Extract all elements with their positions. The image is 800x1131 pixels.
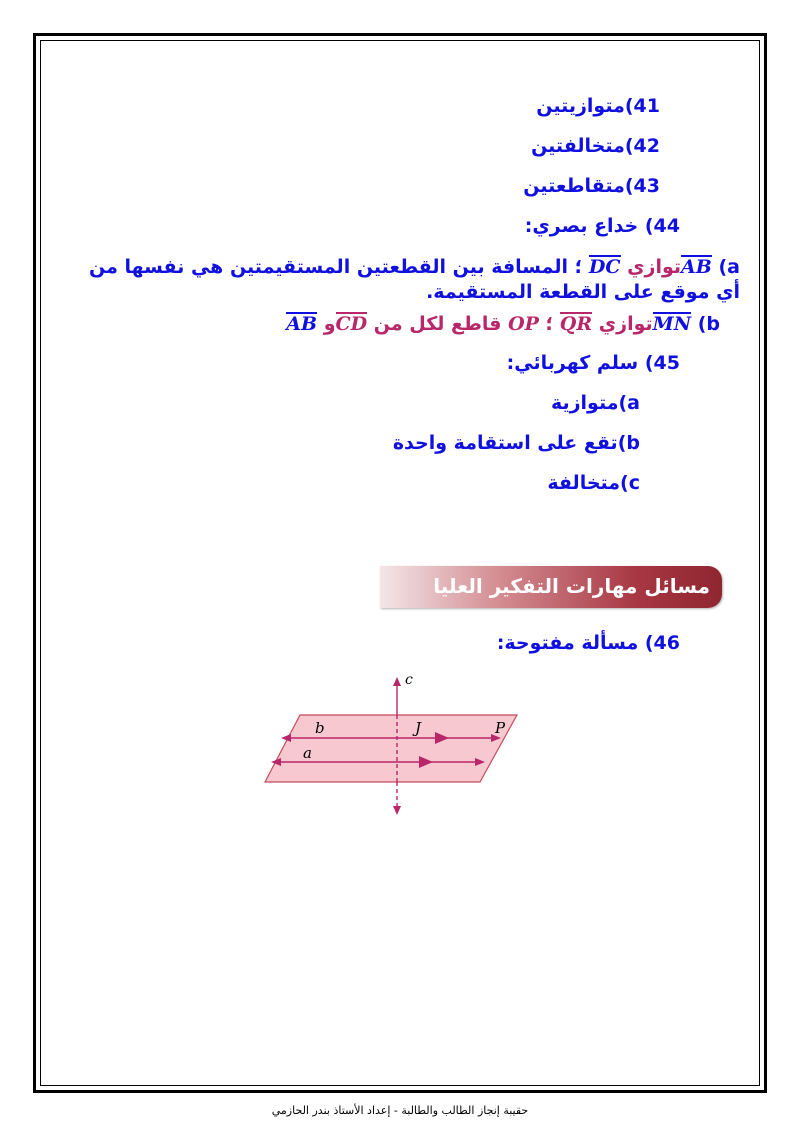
answer-45b: b)تقع على استقامة واحدة [392, 432, 640, 455]
label-p: P [495, 719, 506, 737]
answer-44b: b) MNتوازي QR ؛ OP قاطع لكل من CDو AB [286, 313, 720, 336]
segment-qr: QR [559, 313, 593, 336]
answer-41-number: 41 [633, 95, 660, 117]
label-j: J [415, 719, 422, 737]
line-op: OP [508, 313, 539, 336]
answer-45b-text: تقع على استقامة واحدة [392, 432, 618, 455]
label-b: b [315, 719, 325, 737]
answer-44a: a) ABتوازي DC ؛ المسافة بين القطعتين المستقيمتين هي نفسها من أي موقع على القطعة المستقيمة. [89, 256, 740, 303]
question-46-block [60, 632, 740, 672]
answer-43-text: متقاطعتين [523, 175, 625, 197]
answer-41: 41)متوازيتين [536, 95, 660, 117]
answer-45a-text: متوازية [550, 392, 619, 415]
word-parallel: توازي [627, 256, 682, 278]
answer-45a: a)متوازية [550, 392, 640, 415]
label-c: c [405, 672, 413, 688]
answer-44a-letter: a [727, 256, 740, 278]
question-45-title: 45) سلم كهربائي: [506, 352, 680, 375]
label-a: a [303, 744, 312, 762]
segment-mn: MN [652, 313, 692, 336]
plane-diagram [255, 672, 525, 822]
segment-ab: AB [681, 256, 712, 278]
line-c-arrow-up [393, 677, 401, 686]
banner-title: مسائل مهارات التفكير العليا [433, 574, 710, 598]
question-46-title: 46) مسألة مفتوحة: [496, 632, 680, 654]
answer-44a-explanation: المسافة بين القطعتين المستقيمتين هي نفسها من أي موقع على القطعة المستقيمة. [89, 256, 740, 303]
separator: ؛ [545, 313, 554, 336]
answer-45c: c)متخالفة [547, 472, 640, 495]
page-footer: حقيبة إنجاز الطالب والطالبة - إعداد الأستاذ بندر الحازمي [271, 1104, 529, 1117]
answers-content [60, 95, 740, 512]
question-44-title: 44) خداع بصري: [524, 215, 680, 237]
answer-45b-letter: b [626, 432, 640, 455]
segment-cd: CD [335, 313, 368, 336]
answer-43-number: 43 [633, 175, 660, 197]
word-and: و [323, 313, 336, 336]
answer-43: 43)متقاطعتين [523, 175, 660, 197]
answer-41-text: متوازيتين [536, 95, 625, 117]
segment-dc: DC [588, 256, 621, 278]
word-parallel: توازي [598, 313, 653, 336]
answer-45c-text: متخالفة [547, 472, 621, 495]
answer-42: 42)متخالفتين [531, 135, 660, 157]
line-c-arrow-down [393, 806, 401, 815]
answer-42-number: 42 [633, 135, 660, 157]
separator: ؛ [574, 256, 583, 278]
answer-45c-letter: c [628, 472, 640, 495]
answer-44b-letter: b [706, 313, 720, 336]
segment-ab-2: AB [286, 313, 318, 336]
section-banner [380, 566, 722, 608]
transversal-text: قاطع لكل من [373, 313, 502, 336]
answer-45a-letter: a [627, 392, 640, 415]
answer-42-text: متخالفتين [531, 135, 625, 157]
